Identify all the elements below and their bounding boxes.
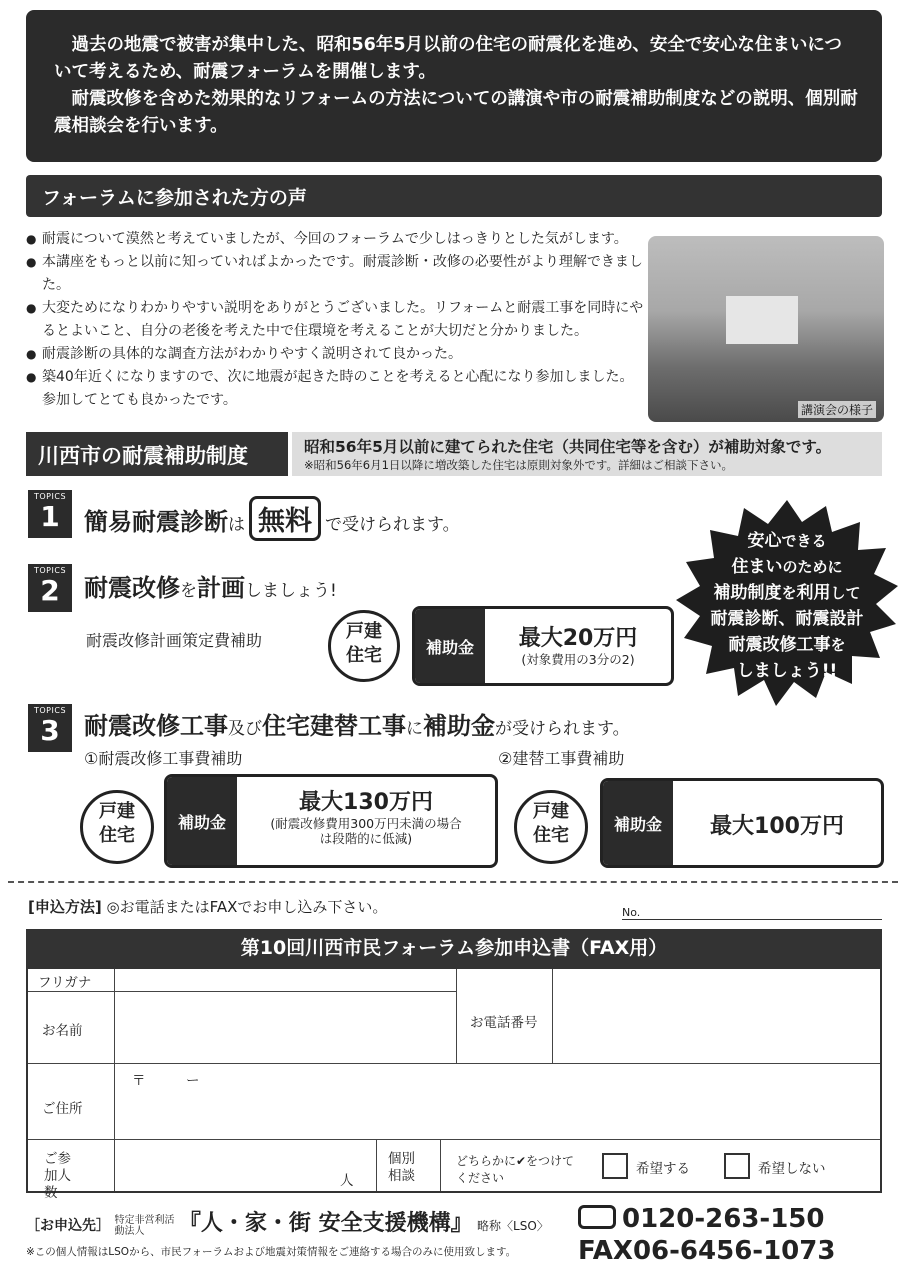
promo-l2b: のために [782,558,843,576]
col-divider [114,969,115,1191]
intro-box [26,10,882,162]
row-divider [28,1139,880,1140]
promo-starburst [676,500,898,710]
house-label: 戸建住宅 [346,621,382,666]
subsidy-target-box [292,432,882,476]
subsidy-note: ※昭和56年6月1日以降に増改築した住宅は原則対象外です。詳細はご相談下さい。 [304,458,733,472]
promo-l3d: して [830,584,861,602]
col-divider [552,969,553,1063]
fax-number: FAX06-6456-1073 [578,1236,836,1266]
attendees-input[interactable] [120,1141,340,1189]
voice-item: ● 耐震診断の具体的な調査方法がわかりやすく説明されて良かった。 [26,343,646,366]
want-label: 希望する [636,1161,690,1177]
subsidy-box-100 [600,778,884,868]
topic-2-d: しましょう! [245,581,337,601]
form-number: No. [622,906,882,920]
subsidy-heading: 川西市の耐震補助制度 [26,432,288,476]
promo-l5a: 耐震改修工事 [728,635,831,655]
col-divider [456,969,457,1063]
topic-2-b: を [180,581,197,601]
topic-2-c: 計画 [197,574,245,602]
org-name: 『人・家・街 安全支援機構』 [178,1211,473,1236]
topic-3-item-1: ①耐震改修工事費補助 [84,749,243,768]
tel-text: 0120-263-150 [622,1204,825,1234]
furigana-input[interactable] [120,969,452,991]
topic-number: 2 [40,574,60,607]
promo-l1b: できる [781,532,827,550]
check-instruction: どちらかに✔をつけてください [456,1154,575,1185]
topic-label: TOPICS [33,706,67,715]
topic-1-badge [28,490,72,538]
subsidy-amount-note: (対象費用の3分の2) [521,652,635,667]
promo-l5b: を [830,636,846,654]
subsidy-amount: 最大130万円 [299,790,433,815]
attendees-unit: 人 [340,1173,354,1189]
promo-l1a: 安心 [747,531,782,551]
postal-code: 〒 ー [132,1073,200,1089]
not-want-checkbox[interactable] [724,1153,750,1179]
promo-l4: 耐震診断、耐震設計 [710,609,864,629]
subsidy-amount-note: (耐震改修費用300万円未満の場合は段階的に低減) [270,816,462,846]
promo-l3b: を [781,584,797,602]
topic-label: TOPICS [33,492,67,501]
address-input[interactable] [120,1087,876,1137]
topic-3-badge [28,704,72,752]
topic-3-d: に [406,719,423,739]
detached-house-badge [514,790,588,864]
subsidy-amount: 最大20万円 [518,626,638,651]
apply-label: [申込方法] [28,898,102,916]
col-divider [440,1139,441,1191]
subsidy-box-130 [164,774,498,868]
projector-screen [726,296,798,344]
voices-list [26,228,646,412]
detached-house-badge [328,610,400,682]
free-badge: 無料 [249,496,321,541]
want-checkbox[interactable] [602,1153,628,1179]
subsidy-key: 補助金 [415,609,485,683]
furigana-label: フリガナ [38,975,92,991]
address-label: ご住所 [42,1101,83,1117]
voice-item: ● 築40年近くになりますので、次に地震が起きた時のことを考えると心配になり参加しました。参加してとても良かったです。 [26,366,646,412]
house-label: 戸建住宅 [99,801,135,846]
promo-text [676,500,898,710]
photo-caption: 講演会の様子 [798,401,876,418]
tel-number [578,1204,825,1234]
topic-1-d: で受けられます。 [325,515,460,535]
form-title: 第10回川西市民フォーラム参加申込書（FAX用） [26,929,882,967]
not-want-label: 希望しない [758,1161,826,1177]
topic-number: 1 [40,500,60,533]
subsidy-target: 昭和56年5月以前に建てられた住宅（共同住宅等を含む）が補助対象です。 [304,438,832,456]
apply-method [28,896,387,917]
org-type: 特定非営利活動法人 [114,1215,175,1237]
contact-info [26,1206,549,1237]
topic-2-item: 耐震改修計画策定費補助 [86,631,263,650]
topic-2-badge [28,564,72,612]
lecture-photo [648,236,884,422]
promo-l3c: 利用 [796,583,831,603]
privacy-note: ※この個人情報はLSOから、市民フォーラムおよび地震対策情報をご連絡する場合のみに使用致します。 [26,1246,517,1258]
topic-2-text [84,568,337,603]
promo-l2a: 住まい [731,557,783,577]
name-label: お名前 [42,1023,83,1039]
subsidy-box-20 [412,606,674,686]
topic-label: TOPICS [33,566,67,575]
row-divider [28,1063,880,1064]
topic-2-a: 耐震改修 [84,574,180,602]
contact-label: ［お申込先］ [26,1218,110,1234]
org-abbr: 略称〈LSO〉 [477,1219,549,1233]
application-form [26,967,882,1201]
subsidy-key: 補助金 [603,781,673,865]
topic-3-b: 及び [228,719,262,739]
house-label: 戸建住宅 [533,801,569,846]
intro-paragraph-1: 過去の地震で被害が集中した、昭和56年5月以前の住宅の耐震化を進め、安全で安心な住まいについて考えるため、耐震フォーラムを開催します。 [54,35,842,82]
subsidy-amount: 最大100万円 [710,814,844,839]
topic-3-a: 耐震改修工事 [84,712,228,740]
promo-l6: しましょう!! [736,661,838,681]
attendees-label: ご参加人数 [44,1151,71,1201]
voice-item: ● 耐震について漠然と考えていましたが、今回のフォーラムで少しはっきりとした気がします。 [26,228,646,251]
promo-l3a: 補助制度 [713,583,782,603]
topic-3-e: 補助金 [423,712,495,740]
name-input[interactable] [120,993,452,1061]
apply-text: ◎お電話またはFAXでお申し込み下さい。 [106,898,388,916]
topic-1-text [84,496,460,541]
topic-3-f: が受けられます。 [495,719,630,739]
phone-label: お電話番号 [470,1015,538,1031]
topic-3-text [84,706,630,741]
col-divider [376,1139,377,1191]
detached-house-badge [80,790,154,864]
voice-item: ● 大変ためになりわかりやすい説明をありがとうございました。リフォームと耐震工事を同時にやるとよいこと、自分の老後を考えた中で住環境を考えることが大切だと分かりました。 [26,297,646,343]
topic-3-item-2: ②建替工事費補助 [498,749,625,768]
voices-heading: フォーラムに参加された方の声 [26,175,882,217]
voice-item: ● 本講座をもっと以前に知っていればよかったです。耐震診断・改修の必要性がより理解できました。 [26,251,646,297]
consult-label: 個別相談 [388,1151,415,1184]
row-divider [28,991,456,992]
topic-number: 3 [40,714,60,747]
topic-1-a: 簡易耐震診断 [84,508,228,536]
subsidy-key: 補助金 [167,777,237,865]
freedial-icon [578,1205,616,1229]
cut-line [8,881,898,883]
phone-input[interactable] [556,973,876,1059]
intro-paragraph-2: 耐震改修を含めた効果的なリフォームの方法についての講演や市の耐震補助制度などの説明、個別耐震相談会を行います。 [54,89,858,136]
topic-3-c: 住宅建替工事 [262,712,406,740]
topic-1-b: は [228,515,245,535]
